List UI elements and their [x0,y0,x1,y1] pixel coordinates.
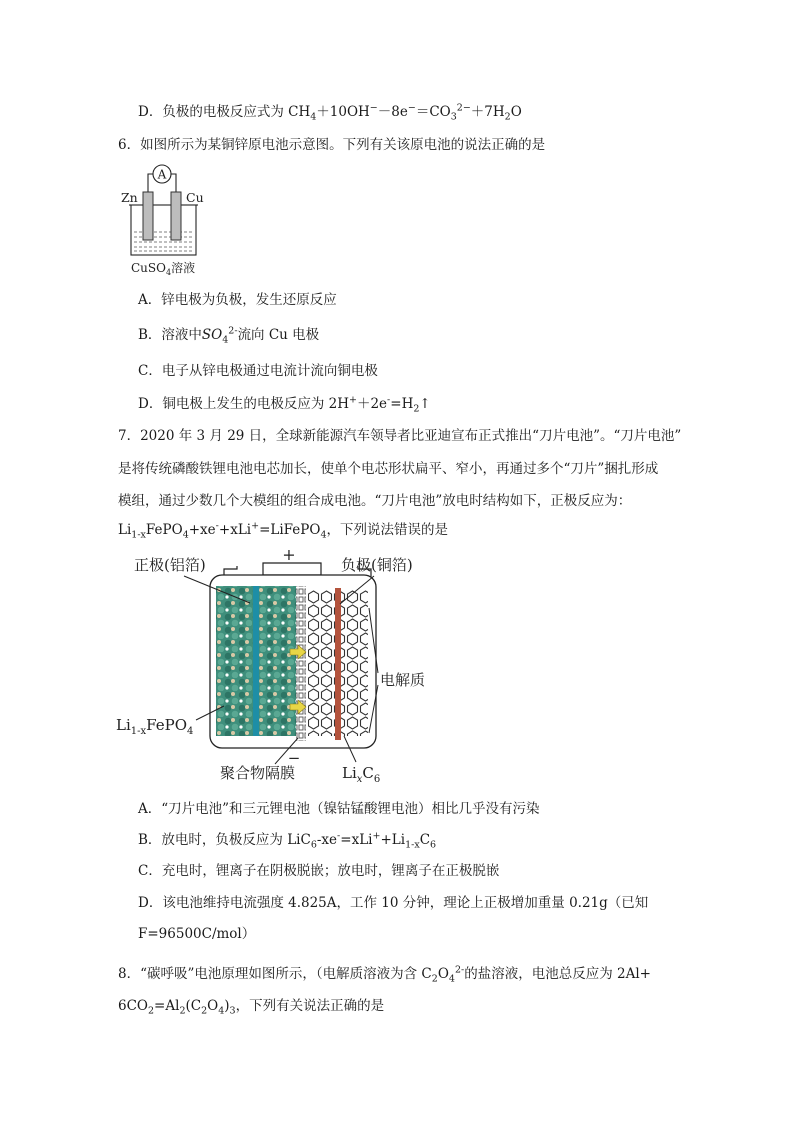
electrolyte-label: 电解质 [380,671,426,689]
negative-electrode-label: 负极(铜箔) [341,556,413,574]
text-run: SO [201,327,223,343]
subscript: 3 [450,111,457,123]
subscript: 4 [320,529,327,541]
text-run: ＋10OH [316,104,370,120]
q7-option-c [138,861,499,881]
plus-sign: + [282,548,296,564]
text-run: ＋2e [356,396,388,412]
text-run: Li [118,522,132,538]
q7-option-b [138,830,436,850]
zn-electrode [143,192,153,240]
superscript: - [215,520,219,532]
anode-material-label: $Li_xC_6$ [342,764,381,785]
superscript: + [251,520,260,532]
text-run: D．负极的电极反应式为 CH [138,104,311,120]
subscript: 3 [229,1005,236,1017]
subscript: 4 [218,1005,225,1017]
q7-option-d-continued [138,924,255,944]
text-run: +xLi [218,522,252,538]
text-run: A．“刀片电池”和三元锂电池（镍钴锰酸锂电池）相比几乎没有污染 [138,801,540,817]
cu-electrode [171,192,181,240]
text-run: ) [224,998,230,1014]
text-run: ＋7H [470,104,505,120]
subscript: 2 [504,111,511,123]
q7-option-d [138,893,648,913]
text-run: +xe [188,522,216,538]
text-run: D．该电池维持电流强度 4.825A，工作 10 分钟，理论上正极增加重量 0.21g（已知 [138,895,649,911]
text-run: 6CO [118,998,148,1014]
subscript: 1-x [131,529,146,541]
q5-option-d [138,102,522,122]
subscript: 6 [310,839,317,851]
q6-stem: 6．如图所示为某铜锌原电池示意图。下列有关该原电池的说法正确的是 [118,137,546,153]
text-run: C．充电时，锂离子在阴极脱嵌；放电时，锂离子在正极脱嵌 [138,863,500,879]
text-run: A．锌电极为负极，发生还原反应 [138,292,337,308]
q7-stem-line-1: 7．2020 年 3 月 29 日，全球新能源汽车领导者比亚迪宣布正式推出“刀片电池”。“刀片电池” [118,428,682,444]
text-run: 8．“碳呼吸”电池原理如图所示，（电解质溶液为含 C [118,966,432,982]
text-run: C [419,832,431,848]
subscript: 4 [448,973,455,985]
q7-stem-line-3: 模组，通过少数几个大模组的组合成电池。“刀片电池”放电时结构如下，正极反应为： [118,493,632,509]
superscript: + [348,394,357,406]
q6-option-a [138,290,337,310]
ammeter-label: A [157,167,167,182]
superscript: − [369,102,378,114]
subscript: 4 [310,111,317,123]
superscript: - [387,394,391,406]
text-run: F=96500C/mol） [138,926,256,942]
subscript: 2 [148,1005,155,1017]
superscript: 2− [456,102,471,114]
text-run: O [510,104,522,120]
q7-equation [118,520,448,540]
text-run: O [437,966,449,982]
text-run: +Li [380,832,406,848]
superscript: 2- [454,964,465,976]
text-run: B．放电时，负极反应为 LiC [138,832,311,848]
subscript: 6 [430,839,437,851]
subscript: 2 [179,1005,186,1017]
q7-stem-line-2: 是将传统磷酸铁锂电池电芯加长，使单个电芯形状扁平、窄小，再通过多个“刀片”捆扎形成 [118,461,659,477]
terminal-cap [263,563,321,575]
text-run: 的盐溶液，电池总反应为 2Al+ [464,966,651,982]
text-run: D．铜电极上发生的电极反应为 2H [138,396,349,412]
subscript: 2 [431,973,438,985]
positive-electrode-label: 正极(铝箔) [134,556,206,574]
text-run: ↑ [419,396,431,412]
text-run: (C [185,998,202,1014]
text-run: －8e [377,104,408,120]
q8-stem-line-2 [118,996,384,1016]
aluminum-foil [253,586,259,736]
text-run: ＝CO [415,104,451,120]
zn-label: Zn [121,190,138,205]
subscript: 2 [201,1005,208,1017]
superscript: - [337,830,341,842]
text-run: =LiFePO [259,522,321,538]
superscript: 2- [228,325,238,337]
copper-foil [335,588,341,740]
q7-option-a [138,799,540,819]
minus-sign: − [287,749,301,767]
text-run: =Al [154,998,180,1014]
text-run: ，下列说法错误的是 [326,522,448,538]
polymer-separator [296,586,306,741]
subscript: 1-x [405,839,420,851]
q6-option-c [138,361,378,381]
blade-battery-figure [112,548,472,788]
cu-label: Cu [186,190,204,205]
text-run: B．溶液中 [138,327,202,343]
text-run: FePO [145,522,183,538]
q6-option-b [138,325,319,345]
q8-stem-line-1 [118,964,651,984]
subscript: 2 [413,403,420,415]
text-run: =xLi [340,832,373,848]
text-run: O [207,998,219,1014]
zn-cu-cell-figure [120,160,230,280]
text-run: -xe [316,832,338,848]
text-run: =H [390,396,414,412]
superscript: − [407,102,416,114]
text-run: ，下列有关说法正确的是 [235,998,385,1014]
text-run: 流向 Cu 电极 [237,327,320,343]
subscript: 4 [182,529,189,541]
separator-label: 聚合物隔膜 [220,764,296,782]
superscript: + [372,830,381,842]
subscript: 4 [222,334,229,346]
q6-option-d [138,394,431,414]
cathode-material-label: $Li_{1-x}FePO_4$ [116,716,194,737]
text-run: C．电子从锌电极通过电流计流向铜电极 [138,363,378,379]
solution-label: CuSO$_4$溶液 [131,261,196,277]
